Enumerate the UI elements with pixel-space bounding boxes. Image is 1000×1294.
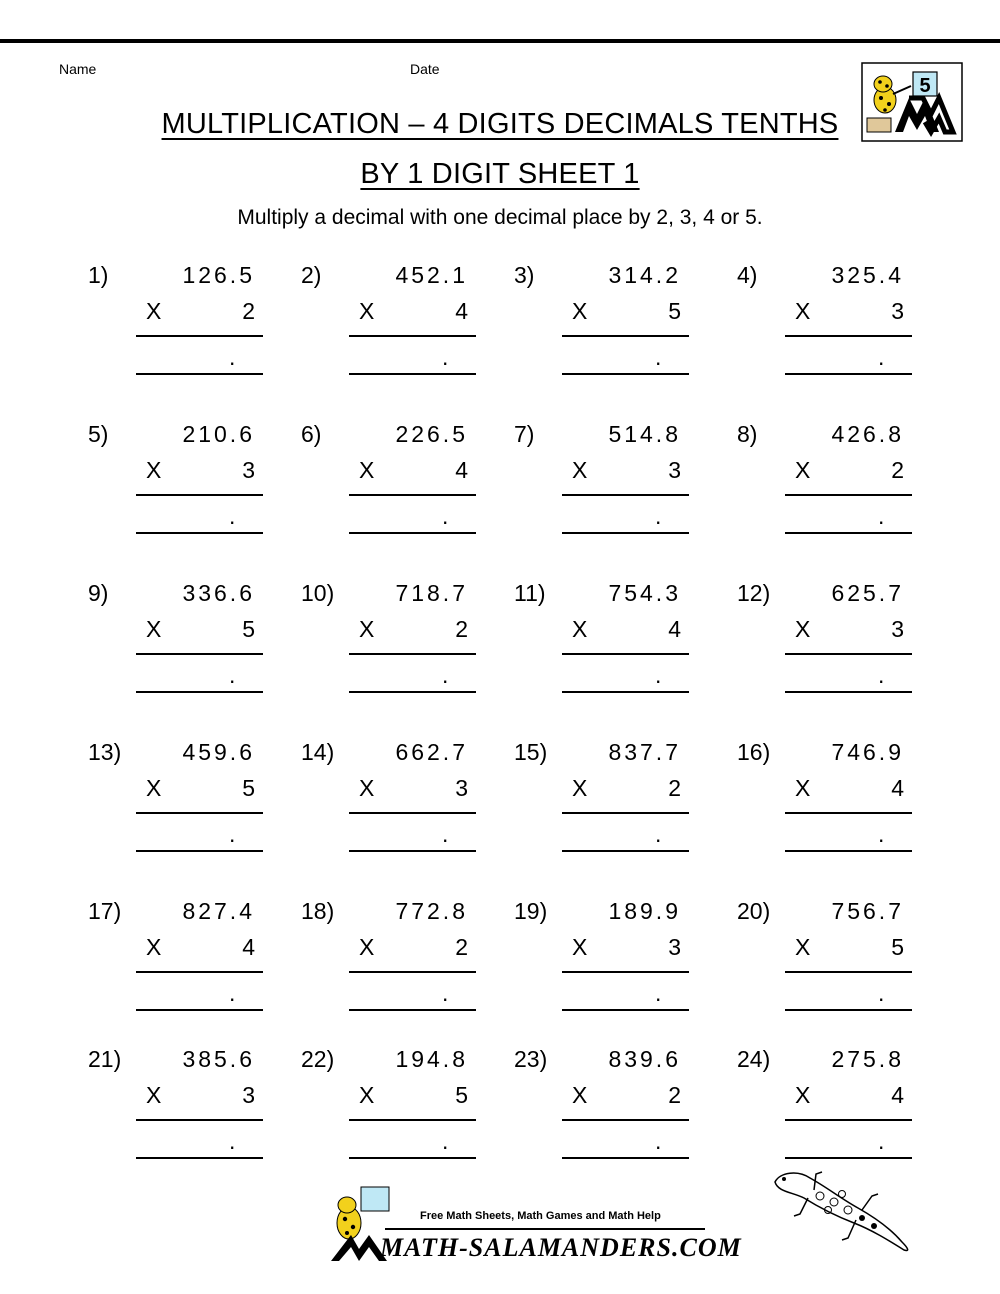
answer-decimal-point: . [655,503,662,529]
problem-number: 6) [301,421,322,447]
answer-decimal-point: . [442,662,449,688]
problem-number: 22) [301,1046,335,1072]
answer-line[interactable] [136,850,263,852]
multiplicand: 194.8 [395,1046,468,1072]
multiplicand: 827.4 [182,898,255,924]
problem-number: 13) [88,739,122,765]
multiplicand: 459.6 [182,739,255,765]
answer-decimal-point: . [655,1128,662,1154]
problem-number: 12) [737,580,771,606]
multiply-sign: X [359,457,375,483]
multiply-sign: X [359,934,375,960]
page-title [0,108,1000,141]
answer-line[interactable] [349,850,476,852]
answer-decimal-point: . [655,821,662,847]
multiply-sign: X [572,457,588,483]
multiply-sign: X [795,775,811,801]
problem-12 [737,580,937,710]
multiplicand: 754.3 [608,580,681,606]
answer-decimal-point: . [442,503,449,529]
multiplier: 5 [668,298,681,324]
multiplier: 3 [668,457,681,483]
problem-23 [514,1046,714,1176]
multiplicand: 718.7 [395,580,468,606]
page-subtitle-title [0,158,1000,191]
answer-line[interactable] [785,850,912,852]
problem-9 [88,580,288,710]
answer-decimal-point: . [229,503,236,529]
title-line-1: MULTIPLICATION – 4 DIGITS DECIMALS TENTHS [161,108,839,140]
multiplier: 3 [242,1082,255,1108]
problem-number: 20) [737,898,771,924]
answer-decimal-point: . [878,821,885,847]
answer-line[interactable] [349,373,476,375]
answer-line[interactable] [349,1009,476,1011]
multiplier: 4 [455,298,468,324]
operation-rule [562,494,689,496]
multiplier: 2 [242,298,255,324]
problem-21 [88,1046,288,1176]
multiplicand: 385.6 [182,1046,255,1072]
operation-rule [562,1119,689,1121]
multiply-sign: X [359,298,375,324]
top-rule [0,39,1000,43]
answer-line[interactable] [562,373,689,375]
multiplier: 4 [242,934,255,960]
answer-line[interactable] [349,1157,476,1159]
problem-19 [514,898,714,1028]
answer-decimal-point: . [229,344,236,370]
multiplicand: 426.8 [831,421,904,447]
multiplicand: 325.4 [831,262,904,288]
answer-decimal-point: . [878,344,885,370]
multiply-sign: X [359,775,375,801]
multiplicand: 839.6 [608,1046,681,1072]
multiplicand: 226.5 [395,421,468,447]
answer-line[interactable] [562,532,689,534]
problem-number: 3) [514,262,535,288]
multiplier: 2 [891,457,904,483]
multiply-sign: X [795,616,811,642]
answer-line[interactable] [349,532,476,534]
multiply-sign: X [572,1082,588,1108]
answer-decimal-point: . [229,980,236,1006]
operation-rule [562,971,689,973]
multiplicand: 189.9 [608,898,681,924]
problem-15 [514,739,714,869]
problem-number: 10) [301,580,335,606]
problem-number: 15) [514,739,548,765]
operation-rule [349,971,476,973]
multiplicand: 514.8 [608,421,681,447]
problem-8 [737,421,937,551]
problem-16 [737,739,937,869]
footer-brand[interactable]: MATH-SALAMANDERS.COM [380,1233,742,1262]
operation-rule [562,653,689,655]
problem-17 [88,898,288,1028]
operation-rule [136,971,263,973]
multiplier: 3 [455,775,468,801]
multiply-sign: X [359,616,375,642]
operation-rule [136,812,263,814]
answer-line[interactable] [562,1157,689,1159]
operation-rule [136,653,263,655]
multiplier: 4 [455,457,468,483]
multiplicand: 837.7 [608,739,681,765]
answer-line[interactable] [785,373,912,375]
logo-grade-number: 5 [919,75,931,97]
multiplier: 5 [242,775,255,801]
operation-rule [785,971,912,973]
operation-rule [136,494,263,496]
multiplier: 3 [242,457,255,483]
problem-number: 1) [88,262,109,288]
multiply-sign: X [795,1082,811,1108]
problem-6 [301,421,501,551]
problem-13 [88,739,288,869]
multiplicand: 210.6 [182,421,255,447]
date-label: Date [410,61,440,77]
multiply-sign: X [572,934,588,960]
problem-number: 5) [88,421,109,447]
problem-3 [514,262,714,392]
answer-decimal-point: . [442,344,449,370]
multiplicand: 625.7 [831,580,904,606]
problem-18 [301,898,501,1028]
problem-number: 21) [88,1046,122,1072]
operation-rule [785,1119,912,1121]
multiplicand: 452.1 [395,262,468,288]
problem-number: 18) [301,898,335,924]
answer-line[interactable] [562,850,689,852]
operation-rule [136,335,263,337]
multiply-sign: X [572,775,588,801]
salamander-illustration [770,1168,915,1258]
answer-decimal-point: . [878,1128,885,1154]
problem-20 [737,898,937,1028]
problem-number: 2) [301,262,322,288]
answer-decimal-point: . [878,980,885,1006]
problem-5 [88,421,288,551]
multiplier: 3 [891,616,904,642]
multiplicand: 275.8 [831,1046,904,1072]
multiplier: 5 [455,1082,468,1108]
operation-rule [785,494,912,496]
name-label: Name [59,61,97,77]
problem-number: 7) [514,421,535,447]
multiply-sign: X [572,298,588,324]
answer-line[interactable] [136,691,263,693]
answer-line[interactable] [562,691,689,693]
multiply-sign: X [795,298,811,324]
problem-24 [737,1046,937,1176]
multiplier: 5 [891,934,904,960]
answer-line[interactable] [136,1009,263,1011]
problem-number: 19) [514,898,548,924]
problem-2 [301,262,501,392]
answer-decimal-point: . [442,1128,449,1154]
answer-line[interactable] [785,532,912,534]
answer-decimal-point: . [229,1128,236,1154]
answer-decimal-point: . [655,662,662,688]
problem-number: 11) [514,580,546,606]
operation-rule [349,653,476,655]
problem-7 [514,421,714,551]
operation-rule [136,1119,263,1121]
multiplier: 3 [668,934,681,960]
problem-number: 17) [88,898,122,924]
operation-rule [785,653,912,655]
multiplier: 2 [668,775,681,801]
operation-rule [562,335,689,337]
answer-decimal-point: . [229,662,236,688]
multiply-sign: X [146,298,162,324]
answer-decimal-point: . [878,503,885,529]
problem-number: 9) [88,580,109,606]
multiply-sign: X [146,616,162,642]
problem-number: 16) [737,739,771,765]
problem-22 [301,1046,501,1176]
multiply-sign: X [146,934,162,960]
answer-line[interactable] [136,373,263,375]
operation-rule [562,812,689,814]
multiplier: 2 [455,616,468,642]
answer-line[interactable] [785,691,912,693]
multiplicand: 336.6 [182,580,255,606]
operation-rule [785,812,912,814]
operation-rule [349,812,476,814]
multiply-sign: X [795,457,811,483]
multiplicand: 746.9 [831,739,904,765]
problem-number: 14) [301,739,335,765]
operation-rule [349,494,476,496]
answer-line[interactable] [562,1009,689,1011]
problem-10 [301,580,501,710]
problem-1 [88,262,288,392]
multiply-sign: X [146,775,162,801]
multiplier: 3 [891,298,904,324]
multiplicand: 314.2 [608,262,681,288]
problem-4 [737,262,937,392]
problem-number: 8) [737,421,758,447]
multiplier: 4 [668,616,681,642]
instructions: Multiply a decimal with one decimal place by 2, 3, 4 or 5. [237,206,763,229]
footer-tagline: Free Math Sheets, Math Games and Math Help [420,1210,661,1222]
answer-decimal-point: . [655,980,662,1006]
answer-decimal-point: . [878,662,885,688]
multiplier: 4 [891,775,904,801]
answer-line[interactable] [785,1009,912,1011]
answer-line[interactable] [136,1157,263,1159]
answer-line[interactable] [349,691,476,693]
multiplicand: 126.5 [182,262,255,288]
problem-number: 23) [514,1046,548,1072]
answer-decimal-point: . [655,344,662,370]
answer-line[interactable] [785,1157,912,1159]
answer-decimal-point: . [442,980,449,1006]
problem-number: 4) [737,262,758,288]
operation-rule [785,335,912,337]
multiply-sign: X [359,1082,375,1108]
multiplier: 2 [455,934,468,960]
multiplier: 2 [668,1082,681,1108]
problem-11 [514,580,714,710]
answer-line[interactable] [136,532,263,534]
problem-number: 24) [737,1046,771,1072]
multiply-sign: X [572,616,588,642]
multiplier: 5 [242,616,255,642]
multiplier: 4 [891,1082,904,1108]
multiplicand: 756.7 [831,898,904,924]
problem-14 [301,739,501,869]
answer-decimal-point: . [229,821,236,847]
answer-decimal-point: . [442,821,449,847]
footer-rule [385,1228,705,1230]
operation-rule [349,1119,476,1121]
multiply-sign: X [146,1082,162,1108]
operation-rule [349,335,476,337]
title-line-2: BY 1 DIGIT SHEET 1 [360,158,640,190]
multiplicand: 772.8 [395,898,468,924]
multiply-sign: X [146,457,162,483]
multiply-sign: X [795,934,811,960]
multiplicand: 662.7 [395,739,468,765]
grade-logo [861,62,963,142]
